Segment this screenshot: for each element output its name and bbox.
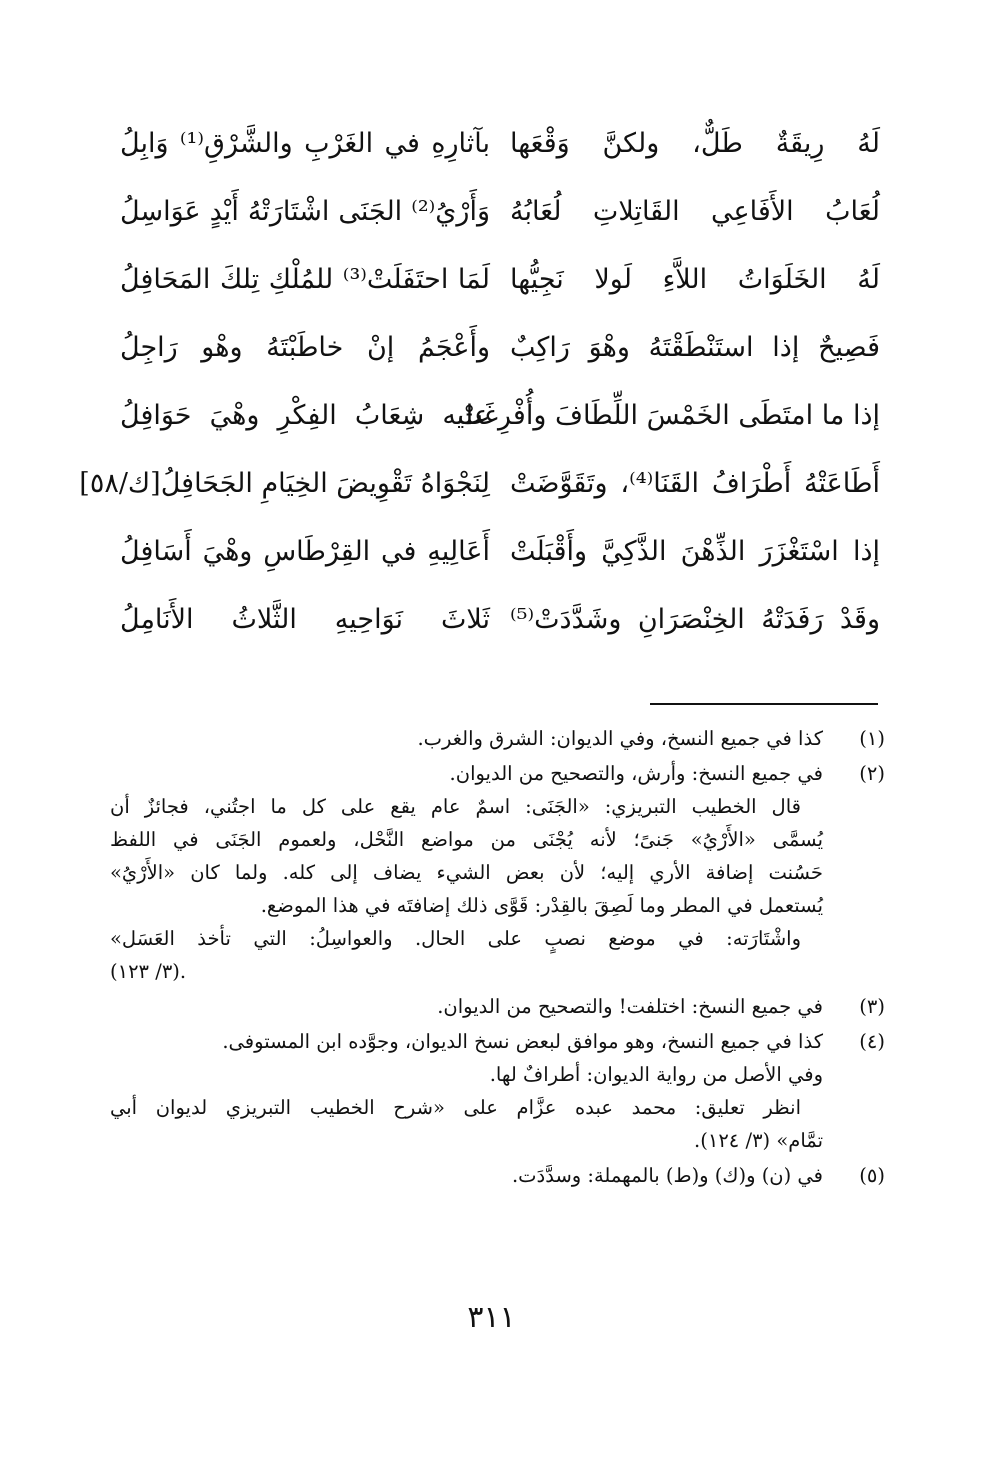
footnote-line: يُستعمل في المطر وما لَصِقَ بالقِدْر: قَوَّى ذلك إضافتَه في هذا الموضع. (260, 894, 823, 917)
footnote-line: يُسمَّى «الأَرْيُ» جَنىً؛ لأنه يُجْنَى من مواضع النَّحْل، ولعموم الجَنَى في اللفظ (110, 828, 823, 851)
verse (120, 246, 880, 314)
first-hemistich: إذا اسْتَغْزَرَ الذِّهْنَ الذَّكِيَّ وأَقْبَلَتْ (510, 536, 880, 567)
first-hemistich: لَهُ الخَلَوَاتُ اللاَّءِ لَولا نَجِيُّها (510, 264, 880, 295)
footnotes (110, 722, 885, 1194)
second-hemistich: عليه شِعَابُ الفِكْرِ وهْيَ حَوَافِلُ (120, 400, 490, 431)
footnote-line: في جميع النسخ: وأرش، والتصحيح من الديوان. (449, 762, 823, 785)
verse (120, 178, 880, 246)
verse (79, 450, 880, 518)
footnote-line: قال الخطيب التبريزي: «الجَنَى: اسمٌ عام يقع على كل ما اجتُني، فجائزٌ أن (110, 795, 801, 818)
footnote (110, 1159, 885, 1192)
second-hemistich: لِنَجْوَاهُ تَقْوِيضَ الخِيَامِ الجَحَافِلُ[ك/٥٨] (79, 468, 490, 499)
first-hemistich: إذا ما امتَطَى الخَمْسَ اللِّطَافَ وأُفْرِغَتْ (457, 400, 880, 431)
footnote-line: في جميع النسخ: اختلفت! والتصحيح من الديوان. (437, 995, 823, 1018)
poem (79, 110, 880, 654)
footnote (110, 990, 885, 1023)
footnote-line: كذا في جميع النسخ، وهو موافق لبعض نسخ الديوان، وجوَّده ابن المستوفى. (222, 1030, 823, 1053)
first-hemistich: أَطَاعَتْهُ أَطْرَافُ القَنَا⁽⁴⁾، وتَقَوَّضَتْ (510, 468, 880, 499)
verse (120, 382, 880, 450)
footnote-line: في (ن) و(ك) و(ط) بالمهملة: وسدَّدَت. (511, 1164, 823, 1187)
first-hemistich: وقَدْ رَفَدَتْهُ الخِنْصَرَانِ وشَدَّدَتْ⁽⁵⁾ (510, 604, 880, 635)
second-hemistich: بآثارِهِ في الغَرْبِ والشَّرْقِ⁽¹⁾ وَابِلُ (120, 128, 490, 159)
footnote-line: حَسُنت إضافة الأري إليه؛ لأن بعض الشيء يضاف إلى كله. ولما كان «الأَرْيُ» (110, 861, 823, 884)
footnote-number: (١) (859, 727, 885, 750)
footnote-number: (٣) (859, 995, 885, 1018)
second-hemistich: أَعَالِيهِ في القِرْطَاسِ وهْيَ أَسَافِلُ (120, 536, 490, 567)
footnote-line: انظر تعليق: محمد عبده عزَّام على «شرح الخطيب التبريزي لديوان أبي (110, 1096, 801, 1119)
footnote-line: تمَّام» (٣/ ١٢٤). (694, 1129, 823, 1152)
footnote-line: واشْتَارَته: في موضع نصبٍ على الحال. والعواسِلُ: التي تأخذ العَسَل» (110, 927, 801, 950)
first-hemistich: فَصِيحٌ إذا استَنْطَقْتَهُ وهْوَ رَاكِبٌ (510, 332, 880, 363)
footnote-line: كذا في جميع النسخ، وفي الديوان: الشرق والغرب. (417, 727, 823, 750)
footnote-line: وفي الأصل من رواية الديوان: أطرافٌ لها. (489, 1063, 823, 1086)
footnote-number: (٢) (859, 762, 885, 785)
verse (120, 110, 880, 178)
second-hemistich: ثَلاثَ نَوَاحِيهِ الثَّلاثُ الأَنَامِلُ (120, 604, 490, 635)
first-hemistich: لَهُ رِيقَةٌ طَلٌّ، ولكنَّ وَقْعَها (510, 128, 880, 159)
page-number: ٣١١ (467, 1300, 516, 1335)
footnote (110, 1025, 885, 1157)
second-hemistich: وَأَرْيُ⁽²⁾ الجَنَى اشْتَارَتْهُ أَيْدٍ عَوَاسِلُ (120, 196, 490, 227)
first-hemistich: لُعَابُ الأَفَاعِي القَاتِلاتِ لُعَابُهُ (510, 196, 880, 227)
footnote-number: (٤) (859, 1030, 885, 1053)
footnote (110, 722, 885, 755)
footnote (110, 757, 885, 988)
footnote-line: (٣/ ١٢٣). (110, 960, 187, 983)
verse (120, 314, 880, 382)
footnote-separator (650, 703, 878, 705)
verse (120, 586, 880, 654)
verse (120, 518, 880, 586)
second-hemistich: وأَعْجَمُ إنْ خاطَبْتَهُ وهْو رَاجِلُ (120, 332, 490, 363)
second-hemistich: لَمَا احتَفَلَتْ⁽³⁾ للمُلْكِ تِلكَ المَحَافِلُ (120, 264, 490, 295)
footnote-number: (٥) (859, 1164, 885, 1187)
